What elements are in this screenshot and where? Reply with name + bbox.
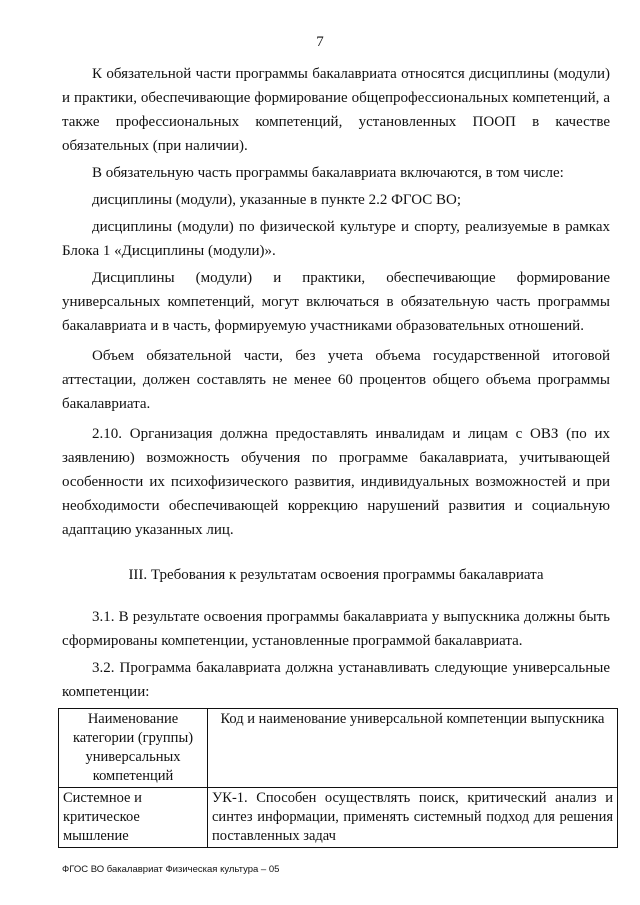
document-body [62, 62, 613, 848]
paragraph: Объем обязательной части, без учета объема государственной итоговой аттестации, должен составлять не менее 60 процентов общего объема программы бакалавриата. [62, 348, 610, 412]
paragraph: К обязательной части программы бакалавриата относятся дисциплины (модули) и практики, обеспечивающие формирование общепрофессиональных компетенций, а также профессиональных компетенций, установленных ПООП в качестве обязательных (при наличии). [62, 66, 610, 154]
paragraph: дисциплины (модули), указанные в пункте 2.2 ФГОС ВО; [92, 192, 462, 208]
header-category: Наименование категории (группы) универсальных компетенций [59, 709, 208, 788]
paragraph: В обязательную часть программы бакалавриата включаются, в том числе: [92, 165, 564, 181]
table-row [59, 788, 618, 848]
section-heading: III. Требования к результатам освоения программы бакалавриата [128, 567, 544, 583]
paragraph: 2.10. Организация должна предоставлять инвалидам и лицам с ОВЗ (по их заявлению) возможность обучения по программе бакалавриата, учитывающей особенности их психофизического развития, индивидуальных возможностей и при необходимости обеспечивающей коррекцию нарушений развития и социальную адаптацию указанных лиц. [62, 426, 610, 538]
table-header-row [59, 709, 618, 788]
header-competence: Код и наименование универсальной компетенции выпускника [208, 709, 618, 788]
page-footer: ФГОС ВО бакалавриат Физическая культура – 05 [62, 864, 280, 875]
paragraph: 3.2. Программа бакалавриата должна устанавливать следующие универсальные компетенции: [62, 660, 610, 700]
paragraph: 3.1. В результате освоения программы бакалавриата у выпускника должны быть сформированы компетенции, установленные программой бакалавриата. [62, 609, 610, 649]
competence-cell: УК-1. Способен осуществлять поиск, критический анализ и синтез информации, применять системный подход для решения поставленных задач [208, 788, 618, 848]
paragraph: Дисциплины (модули) и практики, обеспечивающие формирование универсальных компетенций, могут включаться в обязательную часть программы бакалавриата и в часть, формируемую участниками образовательных отношений. [62, 270, 610, 334]
page-number: 7 [316, 34, 324, 50]
paragraph: дисциплины (модули) по физической культуре и спорту, реализуемые в рамках Блока 1 «Дисциплины (модули)». [62, 219, 610, 259]
category-cell: Системное и критическое мышление [59, 788, 208, 848]
competencies-table [58, 708, 618, 848]
